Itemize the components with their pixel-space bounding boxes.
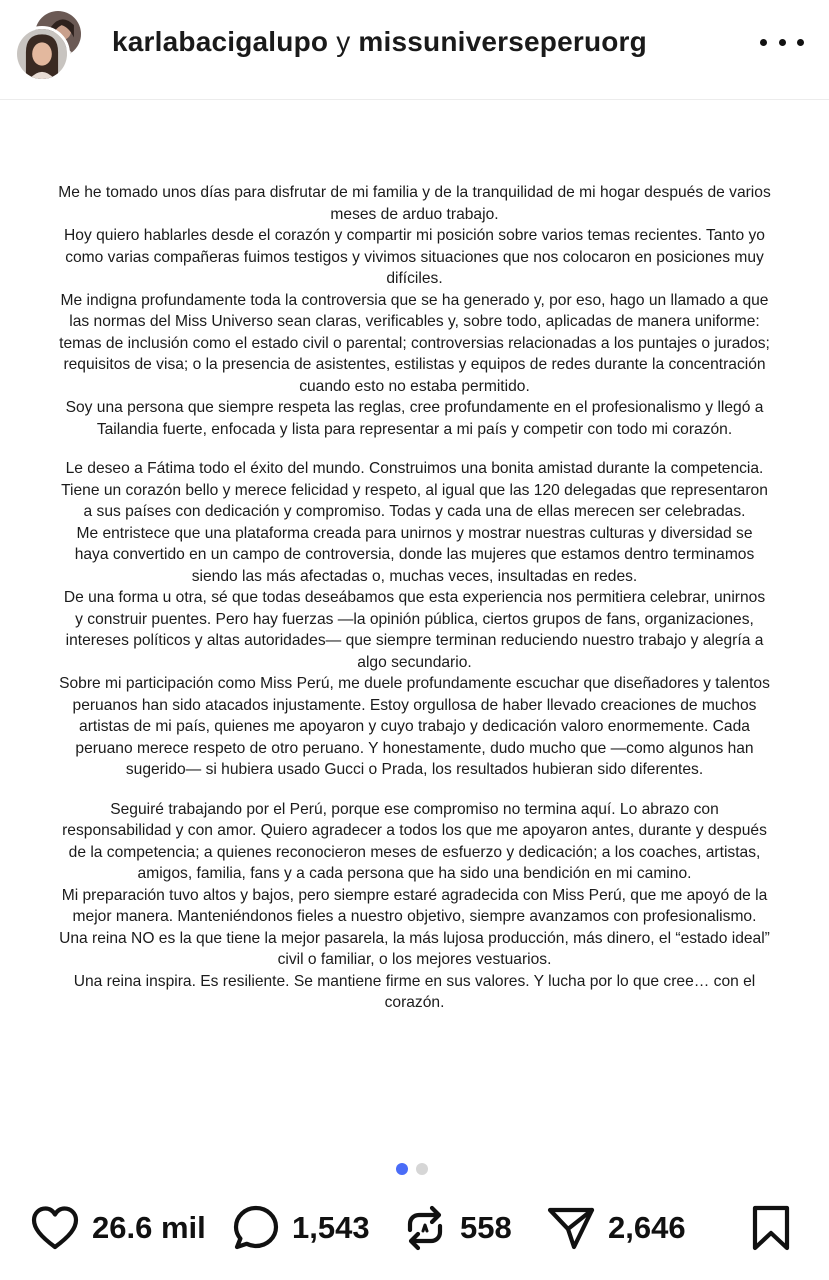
statement-paragraph: Me entristece que una plataforma creada para unirnos y mostrar nuestras culturas y diversidad se haya convertido en un campo de controversia, donde las mujeres que estamos dentro terminamos siendo las más afectadas o, muchas veces, insultadas en redes. bbox=[74, 524, 755, 585]
action-bar bbox=[0, 1196, 829, 1260]
carousel-dot-active[interactable] bbox=[396, 1163, 408, 1175]
statement-paragraph: Soy una persona que siempre respeta las reglas, cree profundamente en el profesionalismo y llegó a Tailandia fuerte, enfocada y lista para representar a mi país y competir con todo mi corazón. bbox=[65, 399, 764, 438]
more-dot bbox=[797, 39, 804, 46]
carousel-indicator bbox=[396, 1163, 428, 1175]
like-count: 26.6 mil bbox=[92, 1210, 206, 1245]
avatar-photo-icon bbox=[17, 29, 67, 79]
statement-paragraph: Una reina inspira. Es resiliente. Se mantiene firme en sus valores. Y lucha por lo que cree… con el corazón. bbox=[73, 972, 756, 1011]
statement-paragraph: Mi preparación tuvo altos y bajos, pero siempre estaré agradecida con Miss Perú, que me apoyó de la mejor manera. Manteniéndonos fieles a nuestro objetivo, siempre avanzamos con profesionalismo. bbox=[61, 886, 768, 925]
avatar-stack[interactable] bbox=[14, 8, 86, 80]
repost-icon bbox=[402, 1204, 448, 1252]
statement-paragraph: Sobre mi participación como Miss Perú, me duele profundamente escuchar que diseñadores y talentos peruanos han sido atacados injustamente. Estoy orgullosa de haber llevado creaciones de muchos artistas de mi país, quienes me apoyaron y cuyo trabajo y dedicación valoro enormemente. Cada peruano merece respeto de otro peruano. Y honestamente, dudo mucho que —como algunos han sugerido— si hubiera usado Gucci o Prada, los resultados hubieran sido diferentes. bbox=[59, 675, 770, 778]
statement-paragraph: Le deseo a Fátima todo el éxito del mundo. Construimos una bonita amistad durante la competencia. Tiene un corazón bello y merece felicidad y respeto, al igual que las 120 delegadas que representaron a sus países con dedicación y compromiso. Todas y cada una de ellas merecen ser celebradas. bbox=[61, 460, 768, 520]
paragraph-gap bbox=[58, 440, 771, 458]
statement-paragraph: Seguiré trabajando por el Perú, porque ese compromiso no termina aquí. Lo abrazo con responsabilidad y con amor. Quiero agradecer a todos los que me apoyaron antes, durante y después de la competencia; a quienes reconocieron meses de esfuerzo y dedicación; a los coaches, artistas, amigos, familia, fans y a cada persona que ha sido una bendición en mi camino. bbox=[62, 800, 767, 882]
statement-paragraph: Una reina NO es la que tiene la mejor pasarela, la más lujosa producción, más dinero, el “estado ideal” civil o familiar, o los mejores vestuarios. bbox=[59, 929, 770, 968]
send-icon bbox=[546, 1205, 596, 1251]
statement-paragraph: Me indigna profundamente toda la controversia que se ha generado y, por eso, hago un llamado a que las normas del Miss Universo sean claras, verificables y, sobre todo, aplicadas de manera uniforme: temas de inclusión como el estado civil o parental; controversias relacionadas a los puntajes o jurados; requisitos de visa; o la presencia de asistentes, estilistas y equipos de redes durante la concentración cuando esto no estaba permitido. bbox=[59, 291, 770, 395]
repost-button[interactable] bbox=[402, 1196, 512, 1260]
author-link-secondary[interactable]: missuniverseperuorg bbox=[358, 26, 647, 57]
statement-text bbox=[58, 182, 771, 1014]
bookmark-icon bbox=[750, 1204, 792, 1252]
save-button[interactable] bbox=[750, 1196, 792, 1260]
avatar-karlabacigalupo[interactable] bbox=[14, 26, 70, 82]
more-dot bbox=[760, 39, 767, 46]
carousel-dot[interactable] bbox=[416, 1163, 428, 1175]
more-dot bbox=[779, 39, 786, 46]
post-image[interactable] bbox=[0, 100, 829, 1140]
more-options-icon[interactable] bbox=[760, 24, 804, 60]
comment-count: 1,543 bbox=[292, 1210, 370, 1245]
like-button[interactable] bbox=[30, 1196, 206, 1260]
comment-button[interactable] bbox=[232, 1196, 370, 1260]
share-count: 2,646 bbox=[608, 1210, 686, 1245]
comment-bubble-icon bbox=[232, 1204, 280, 1252]
statement-paragraph: Me he tomado unos días para disfrutar de mi familia y de la tranquilidad de mi hogar después de varios meses de arduo trabajo. bbox=[58, 184, 771, 223]
heart-icon bbox=[30, 1205, 80, 1251]
statement-paragraph: Hoy quiero hablarles desde el corazón y compartir mi posición sobre varios temas recientes. Tanto yo como varias compañeras fuimos testigos y vivimos situaciones que nos colocaron en posiciones muy difíciles. bbox=[64, 227, 765, 287]
author-join-word: y bbox=[336, 26, 351, 57]
paragraph-gap bbox=[58, 781, 771, 799]
post-authors bbox=[112, 26, 647, 58]
post-header bbox=[0, 0, 829, 100]
share-button[interactable] bbox=[546, 1196, 686, 1260]
statement-paragraph: De una forma u otra, sé que todas deseábamos que esta experiencia nos permitiera celebrar, unirnos y construir puentes. Pero hay fuerzas —la opinión pública, ciertos grupos de fans, organizaciones, intereses políticos y altas autoridades— que siempre terminan reduciendo nuestro trabajo y alegría a algo secundario. bbox=[63, 589, 766, 671]
repost-count: 558 bbox=[460, 1210, 512, 1245]
author-link-primary[interactable]: karlabacigalupo bbox=[112, 26, 329, 57]
